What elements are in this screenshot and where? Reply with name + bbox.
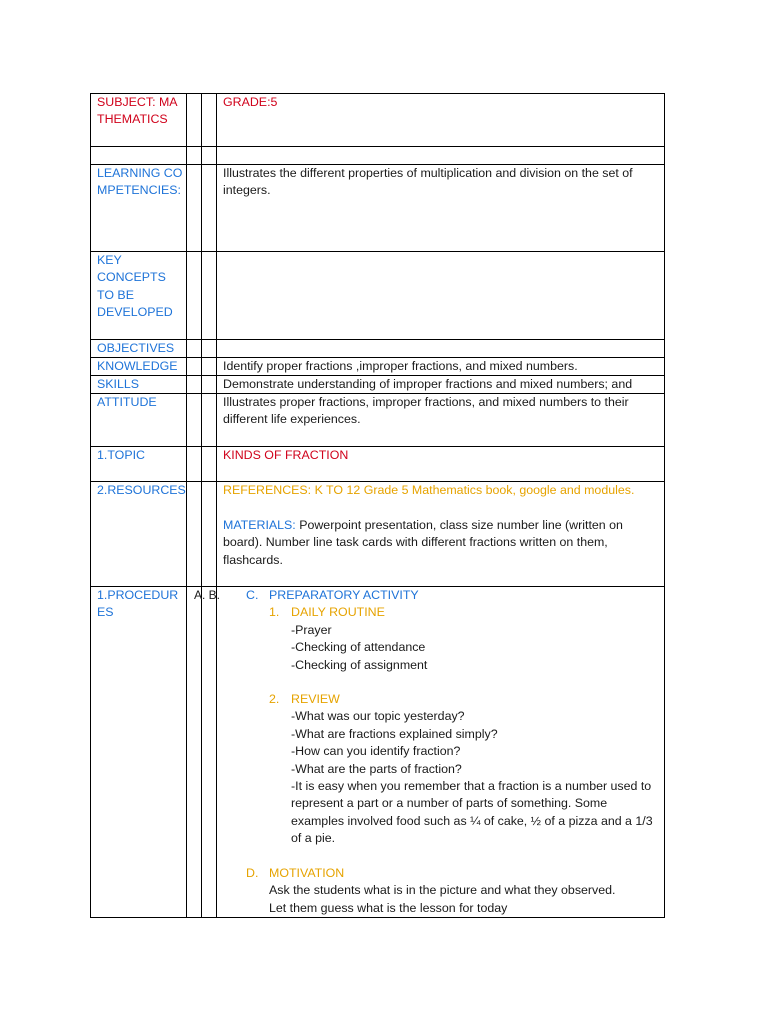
table-border-left: [90, 93, 91, 918]
preparatory-activity-title: PREPARATORY ACTIVITY: [269, 588, 419, 602]
column-divider: [201, 93, 202, 918]
attitude-value: Illustrates proper fractions, improper fractions, and mixed numbers to their different life experiences.: [223, 395, 629, 427]
topic-value: KINDS OF FRACTION: [223, 448, 349, 462]
resources-label: 2.RESOURCES: [97, 483, 186, 497]
review-paragraph: -It is easy when you remember that a fraction is a number used to represent a part or a number of parts of something. Some examples involved food such as ¼ of cake, ½ of a pizza and a 1/3 of a pie.: [291, 779, 653, 846]
motivation-item: Ask the students what is in the picture and what they observed.: [269, 883, 616, 897]
references-text: REFERENCES: K TO 12 Grade 5 Mathematics book, google and modules.: [223, 483, 635, 497]
motivation-title: MOTIVATION: [269, 866, 345, 880]
subject-label: SUBJECT: MATHEMATICS: [97, 95, 178, 127]
knowledge-label: KNOWLEDGE: [97, 359, 178, 373]
review-item: -How can you identify fraction?: [291, 744, 461, 758]
row-divider: [90, 446, 664, 447]
review-item: -What was our topic yesterday?: [291, 709, 465, 723]
section-d-marker: D.: [246, 866, 259, 880]
routine-item: -Prayer: [291, 623, 332, 637]
column-divider: [216, 93, 217, 918]
procedure-markers: A. B.: [194, 588, 221, 602]
review-item: -What are fractions explained simply?: [291, 727, 498, 741]
objectives-label: OBJECTIVES: [97, 341, 175, 355]
review-item: -What are the parts of fraction?: [291, 762, 462, 776]
materials-text: [223, 517, 659, 569]
materials-value: Powerpoint presentation, class size number line (written on board). Number line task cards with different fractions written on them, flashcards.: [223, 518, 623, 567]
attitude-label: ATTITUDE: [97, 395, 157, 409]
grade-value: GRADE:5: [223, 95, 278, 109]
topic-label: 1.TOPIC: [97, 448, 145, 462]
knowledge-value: Identify proper fractions ,improper fractions, and mixed numbers.: [223, 359, 578, 373]
learning-competencies-value: Illustrates the different properties of multiplication and division on the set of integers.: [223, 166, 633, 198]
review-title: REVIEW: [291, 692, 340, 706]
skills-label: SKILLS: [97, 377, 140, 391]
item-2-marker: 2.: [269, 692, 280, 706]
row-divider: [90, 146, 664, 147]
materials-label: MATERIALS:: [223, 518, 296, 532]
learning-competencies-label: LEARNING COMPETENCIES:: [97, 166, 183, 198]
section-c-marker: C.: [246, 588, 259, 602]
column-divider: [186, 93, 187, 918]
motivation-item: Let them guess what is the lesson for today: [269, 901, 508, 915]
routine-item: -Checking of attendance: [291, 640, 426, 654]
table-border-right: [664, 93, 665, 918]
daily-routine-title: DAILY ROUTINE: [291, 605, 385, 619]
key-concepts-label: KEY CONCEPTS TO BE DEVELOPED: [97, 253, 173, 320]
row-divider: [90, 339, 664, 340]
item-1-marker: 1.: [269, 605, 280, 619]
routine-item: -Checking of assignment: [291, 658, 428, 672]
skills-value: Demonstrate understanding of improper fractions and mixed numbers; and: [223, 377, 633, 391]
procedures-label: 1.PROCEDURES: [97, 588, 179, 620]
